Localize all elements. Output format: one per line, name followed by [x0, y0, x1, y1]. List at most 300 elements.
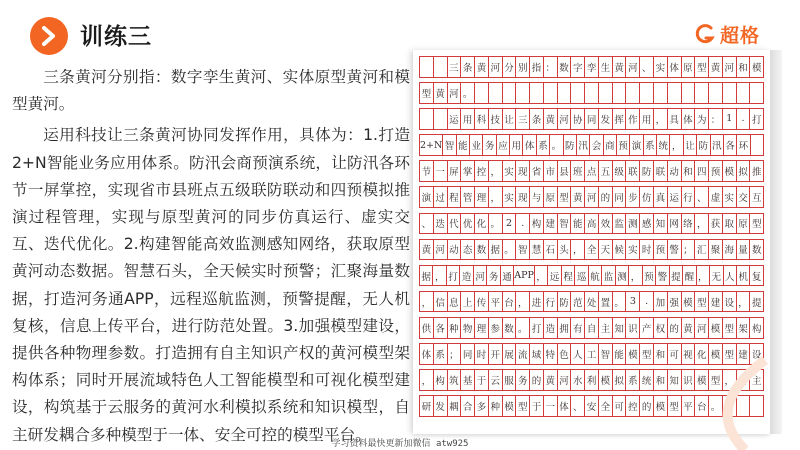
grid-row: [419, 291, 764, 313]
grid-cell: 实: [723, 187, 737, 207]
grid-cell: 候: [613, 240, 627, 260]
grid-cell: 型: [709, 370, 723, 390]
grid-cell: 时: [475, 344, 489, 364]
grid-cell: 原: [544, 187, 558, 207]
grid-cell: 、: [419, 214, 434, 234]
grid-cell: 发: [599, 109, 613, 129]
grid-cell: 人: [571, 344, 585, 364]
grid-row: [419, 265, 764, 287]
grid-cell: 造: [460, 266, 473, 286]
grid-cell: ，: [535, 266, 548, 286]
grid-cell: 型: [750, 214, 764, 234]
grid-cell: 务: [516, 370, 530, 390]
grid-cell: 交: [737, 187, 751, 207]
grid-cell: 范: [571, 292, 585, 312]
grid-cell: 市: [544, 161, 558, 181]
grid-cell: 动: [448, 240, 462, 260]
grid-row: [419, 160, 764, 182]
grid-cell: 体: [668, 57, 682, 77]
grid-cell: 黄: [419, 240, 434, 260]
grid-cell: ，: [571, 240, 585, 260]
grid-row: [419, 213, 764, 235]
grid-cell: 各: [434, 318, 448, 338]
grid-cell: 具: [668, 109, 682, 129]
grid-cell: [434, 109, 448, 129]
grid-cell: 同: [585, 109, 599, 129]
grid-cell: 警: [656, 266, 669, 286]
grid-cell: 系: [626, 370, 640, 390]
grid-cell: 河: [434, 240, 448, 260]
grid-cell: [571, 83, 585, 103]
grid-cell: 数: [558, 57, 572, 77]
grid-cell: [530, 83, 544, 103]
grid-cell: 应: [497, 135, 510, 155]
grid-row: [419, 56, 764, 78]
grid-cell: 模: [750, 57, 764, 77]
grid-cell: [682, 83, 696, 103]
grid-cell: 于: [530, 396, 544, 416]
grid-cell: 黄: [544, 109, 558, 129]
grid-cell: 业: [470, 135, 483, 155]
grid-cell: 发: [434, 396, 448, 416]
grid-cell: 模: [626, 344, 640, 364]
grid-cell: 型: [419, 83, 434, 103]
grid-cell: [737, 83, 751, 103]
grid-cell: 黄: [571, 187, 585, 207]
grid-cell: 提: [670, 266, 683, 286]
grid-cell: 网: [668, 214, 682, 234]
grid-cell: 种: [448, 318, 462, 338]
grid-cell: 实: [503, 187, 517, 207]
grid-cell: ：: [709, 109, 723, 129]
grid-cell: 拟: [737, 161, 751, 181]
grid-cell: 虚: [709, 187, 723, 207]
grid-cell: 获: [709, 214, 723, 234]
grid-cell: 识: [682, 370, 696, 390]
grid-cell: 智: [443, 135, 456, 155]
grid-cell: 高: [585, 214, 599, 234]
grid-cell: 机: [737, 266, 750, 286]
grid-cell: [558, 83, 572, 103]
grid-cell: 安: [585, 396, 599, 416]
paragraph-main: 运用科技让三条黄河协同发挥作用，具体为：1.打造2+N智能业务应用体系。防汛会商预演系统，让防汛各环节一屏掌控，实现省市县班点五级联防联动和四预模拟推演过程管理，实现与原型黄河的同步仿真运行、虚实交互、迭代优化。2.构建智能高效监测感知网络，获取原型黄河动态数据。智慧石头，全天候实时预警；汇聚海量数据，打造河务通APP，远程巡航监测，预警提醒，无人机复核，信息上传平台，进行防范处置。3.加强模型建设，提供各种物理参数。打造拥有自主知识产权的黄河模型架构体系；同时开展流域特色人工智能模型和可视化模型建设，构筑基于云服务的黄河水利模拟系统和知识模型，自主研发耦合多种模型于一体、安全可控的模型平台。: [12, 126, 410, 444]
grid-cell: ，: [697, 266, 710, 286]
grid-cell: ：: [544, 57, 558, 77]
grid-cell: 动: [668, 161, 682, 181]
grid-cell: 化: [695, 344, 709, 364]
grid-cell: 建: [737, 344, 751, 364]
grid-cell: 台: [503, 292, 517, 312]
grid-cell: [516, 83, 530, 103]
grid-cell: 有: [571, 318, 585, 338]
grid-cell: ；: [682, 240, 696, 260]
grid-cell: 省: [530, 161, 544, 181]
grid-cell: 头: [558, 240, 572, 260]
grid-cell: 控: [475, 161, 489, 181]
grid-cell: 理: [475, 318, 489, 338]
grid-cell: 防: [640, 161, 654, 181]
grid-cell: 迭: [434, 214, 448, 234]
grid-cell: 实: [626, 240, 640, 260]
grid-cell: 、: [695, 187, 709, 207]
grid-cell: ，: [654, 109, 668, 129]
grid-cell: 无: [710, 266, 723, 286]
grid-cell: 黄: [434, 83, 448, 103]
grid-cell: 传: [475, 292, 489, 312]
grid-cell: 的: [668, 318, 682, 338]
grid-cell: 孪: [585, 57, 599, 77]
grid-cell: 测: [616, 266, 629, 286]
grid-cell: [489, 83, 503, 103]
grid-cell: 和: [682, 161, 696, 181]
grid-cell: 息: [448, 292, 462, 312]
grid-cell: [640, 83, 654, 103]
grid-cell: 实: [503, 161, 517, 181]
grid-cell: 汇: [695, 240, 709, 260]
grid-cell: 2+N: [419, 135, 443, 155]
grid-cell: 型: [640, 344, 654, 364]
grid-cell: 。: [550, 135, 563, 155]
grid-cell: 云: [489, 370, 503, 390]
grid-cell: 黄: [682, 318, 696, 338]
grid-cell: 通: [501, 266, 514, 286]
grid-cell: 河: [723, 57, 737, 77]
grid-cell: [695, 83, 709, 103]
grid-cell: ，: [695, 214, 709, 234]
grid-cell: .: [640, 292, 654, 312]
grid-cell: 能: [571, 214, 585, 234]
grid-cell: 河: [448, 83, 462, 103]
grid-cell: 络: [682, 214, 696, 234]
grid-cell: 。: [709, 396, 723, 416]
grid-cell: 型: [723, 318, 737, 338]
grid-cell: 物: [461, 318, 475, 338]
page-title: 训练三: [80, 24, 152, 50]
grid-cell: 。: [516, 318, 530, 338]
grid-cell: 打: [447, 266, 460, 286]
grid-cell: 主: [750, 370, 764, 390]
grid-cell: 黄: [709, 57, 723, 77]
grid-cell: 产: [640, 318, 654, 338]
grid-cell: 巡: [575, 266, 588, 286]
grid-cell: 化: [475, 214, 489, 234]
grid-cell: 模: [682, 292, 696, 312]
grid-row: [419, 82, 764, 104]
grid-cell: [626, 83, 640, 103]
grid-cell: 聚: [709, 240, 723, 260]
grid-cell: 拥: [558, 318, 572, 338]
grid-cell: 推: [750, 161, 764, 181]
grid-cell: 的: [530, 370, 544, 390]
grid-cell: 权: [654, 318, 668, 338]
grid-cell: 和: [654, 370, 668, 390]
grid-cell: 监: [602, 266, 615, 286]
grid-cell: 行: [544, 292, 558, 312]
grid-cell: 环: [737, 135, 750, 155]
grid-cell: 汛: [711, 135, 724, 155]
grid-cell: 构: [750, 318, 764, 338]
grid-cell: 主: [599, 318, 613, 338]
grid-cell: 用: [640, 109, 654, 129]
grid-cell: 可: [613, 396, 627, 416]
grid-cell: 模: [709, 318, 723, 338]
grid-cell: 于: [475, 370, 489, 390]
grid-cell: 数: [475, 240, 489, 260]
grid-cell: 原: [737, 214, 751, 234]
grid-cell: 型: [516, 396, 530, 416]
grid-cell: 县: [558, 161, 572, 181]
grid-cell: 复: [750, 266, 763, 286]
grid-cell: 优: [461, 214, 475, 234]
grid-cell: 程: [448, 187, 462, 207]
grid-cell: 型: [695, 57, 709, 77]
grid-cell: 级: [613, 161, 627, 181]
grid-cell: 建: [544, 214, 558, 234]
grid-cell: 、: [571, 396, 585, 416]
grid-cell: ，: [629, 266, 642, 286]
grid-row: [419, 108, 764, 130]
grid-cell: 警: [668, 240, 682, 260]
grid-cell: 测: [626, 214, 640, 234]
grid-cell: 班: [571, 161, 585, 181]
grid-cell: 三: [448, 57, 462, 77]
grid-cell: 务: [483, 135, 496, 155]
grid-cell: 工: [585, 344, 599, 364]
grid-cell: [503, 83, 517, 103]
grid-cell: 的: [599, 187, 613, 207]
grid-cell: 让: [684, 135, 697, 155]
brand-name: 超格: [719, 24, 760, 47]
grid-cell: 真: [654, 187, 668, 207]
grid-cell: 技: [489, 109, 503, 129]
grid-cell: 预: [617, 135, 630, 155]
grid-cell: 数: [503, 318, 517, 338]
grid-cell: 效: [599, 214, 613, 234]
grid-cell: 全: [585, 240, 599, 260]
grid-cell: 合: [461, 396, 475, 416]
grid-cell: 多: [475, 396, 489, 416]
grid-cell: 体: [682, 109, 696, 129]
grid-cell: 远: [548, 266, 561, 286]
answer-text: [12, 64, 410, 449]
grid-cell: 监: [613, 214, 627, 234]
grid-cell: [751, 135, 764, 155]
grid-cell: 架: [737, 318, 751, 338]
grid-cell: 河: [626, 57, 640, 77]
grid-cell: .: [516, 214, 530, 234]
grid-cell: 型: [723, 344, 737, 364]
grid-cell: 型: [668, 396, 682, 416]
grid-cell: 体: [419, 344, 434, 364]
grid-cell: 时: [640, 240, 654, 260]
grid-cell: 指: [530, 57, 544, 77]
grid-cell: 展: [503, 344, 517, 364]
grid-cell: 感: [640, 214, 654, 234]
grid-cell: 五: [599, 161, 613, 181]
grid-cell: [544, 83, 558, 103]
grid-cell: 1: [723, 109, 737, 129]
grid-cell: 模: [709, 344, 723, 364]
grid-cell: 置: [599, 292, 613, 312]
brand-logo: [694, 22, 760, 46]
grid-cell: 据: [419, 266, 433, 286]
grid-cell: 开: [489, 344, 503, 364]
grid-cell: 理: [475, 187, 489, 207]
grid-cell: 打: [530, 318, 544, 338]
grid-cell: 为: [695, 109, 709, 129]
grid-cell: 四: [695, 161, 709, 181]
grid-cell: 利: [585, 370, 599, 390]
grid-cell: ，: [670, 135, 683, 155]
grid-cell: 服: [503, 370, 517, 390]
brand-logo-icon: [694, 23, 716, 45]
grid-cell: 量: [737, 240, 751, 260]
grid-cell: 型: [558, 187, 572, 207]
grid-cell: 基: [461, 370, 475, 390]
grid-cell: 各: [724, 135, 737, 155]
grid-cell: ，: [723, 370, 737, 390]
grid-cell: 现: [516, 187, 530, 207]
grid-cell: 特: [544, 344, 558, 364]
grid-cell: 人: [724, 266, 737, 286]
grid-cell: 用: [461, 109, 475, 129]
grid-cell: ，: [489, 187, 503, 207]
grid-cell: [654, 83, 668, 103]
grid-cell: 系: [434, 344, 448, 364]
grid-cell: 研: [419, 396, 434, 416]
grid-cell: 系: [644, 135, 657, 155]
grid-cell: 。: [613, 292, 627, 312]
grid-cell: 水: [571, 370, 585, 390]
grid-cell: 联: [654, 161, 668, 181]
paragraph-intro: 三条黄河分别指：数字孪生黄河、实体原型黄河和模型黄河。: [12, 68, 410, 114]
grid-cell: 信: [434, 292, 448, 312]
grid-cell: ，: [516, 292, 530, 312]
grid-cell: 防: [697, 135, 710, 155]
grid-cell: 原: [682, 57, 696, 77]
grid-cell: 流: [516, 344, 530, 364]
grid-cell: 的: [640, 396, 654, 416]
grid-cell: 运: [448, 109, 462, 129]
grid-cell: 模: [695, 370, 709, 390]
grid-cell: 设: [723, 292, 737, 312]
grid-cell: 慧: [530, 240, 544, 260]
grid-cell: 构: [434, 370, 448, 390]
chevron-right-icon: [30, 17, 68, 55]
grid-cell: 航: [589, 266, 602, 286]
grid-cell: 预: [643, 266, 656, 286]
grid-cell: 上: [461, 292, 475, 312]
grid-cell: 石: [544, 240, 558, 260]
grid-cell: 河: [558, 370, 572, 390]
grid-cell: 别: [516, 57, 530, 77]
grid-cell: 打: [750, 109, 764, 129]
grid-cell: 程: [562, 266, 575, 286]
grid-cell: 一: [544, 396, 558, 416]
grid-cell: 据: [489, 240, 503, 260]
grid-cell: 平: [489, 292, 503, 312]
grid-cell: [750, 83, 764, 103]
grid-cell: 筑: [448, 370, 462, 390]
grid-cell: ，: [419, 292, 434, 312]
grid-cell: 和: [654, 344, 668, 364]
grid-cell: 模: [654, 396, 668, 416]
grid-cell: 商: [604, 135, 617, 155]
grid-cell: 体: [558, 396, 572, 416]
grid-cell: 2: [503, 214, 517, 234]
grid-cell: 知: [654, 214, 668, 234]
grid-cell: 分: [503, 57, 517, 77]
grid-cell: 。: [489, 214, 503, 234]
grid-cell: [709, 83, 723, 103]
grid-cell: 视: [682, 344, 696, 364]
grid-cell: 防: [558, 292, 572, 312]
grid-cell: 域: [530, 344, 544, 364]
grid-cell: 提: [750, 292, 764, 312]
grid-cell: 河: [695, 318, 709, 338]
grid-cell: [723, 83, 737, 103]
grid-cell: 和: [737, 57, 751, 77]
grid-cell: 强: [668, 292, 682, 312]
grid-cell: APP: [514, 266, 535, 286]
grid-cell: 。: [461, 83, 475, 103]
grid-cell: 河: [489, 57, 503, 77]
grid-cell: [613, 83, 627, 103]
grid-cell: 3: [626, 292, 640, 312]
grid-cell: 台: [695, 396, 709, 416]
grid-cell: 黄: [544, 370, 558, 390]
grid-cell: 会: [590, 135, 603, 155]
grid-cell: 点: [585, 161, 599, 181]
grid-cell: 造: [544, 318, 558, 338]
grid-cell: 条: [461, 57, 475, 77]
grid-cell: 让: [503, 109, 517, 129]
grid-cell: 仿: [640, 187, 654, 207]
grid-cell: 字: [571, 57, 585, 77]
grid-cell: 拟: [613, 370, 627, 390]
grid-row: [419, 239, 764, 261]
watermark-text: 学习资料最快更新加微信 atw925: [331, 439, 469, 449]
grid-cell: 黄: [613, 57, 627, 77]
grid-cell: 汛: [577, 135, 590, 155]
grid-cell: 、: [640, 57, 654, 77]
grid-cell: 统: [657, 135, 670, 155]
grid-cell: 智: [558, 214, 572, 234]
grid-cell: 条: [530, 109, 544, 129]
grid-cell: 参: [489, 318, 503, 338]
grid-cell: 预: [654, 240, 668, 260]
grid-cell: 智: [516, 240, 530, 260]
grid-cell: 预: [709, 161, 723, 181]
grid-cell: 平: [682, 396, 696, 416]
grid-cell: 河: [474, 266, 487, 286]
grid-cell: 控: [626, 396, 640, 416]
grid-cell: 河: [558, 109, 572, 129]
grid-cell: 运: [668, 187, 682, 207]
grid-cell: 模: [503, 396, 517, 416]
grid-cell: 管: [461, 187, 475, 207]
grid-cell: 步: [626, 187, 640, 207]
grid-cell: 知: [668, 370, 682, 390]
grid-cell: ，: [489, 161, 503, 181]
grid-cell: 种: [489, 396, 503, 416]
grid-cell: 挥: [613, 109, 627, 129]
grid-cell: [599, 83, 613, 103]
grid-cell: 取: [723, 214, 737, 234]
grid-cell: 同: [461, 344, 475, 364]
grid-cell: ，: [419, 370, 434, 390]
grid-cell: 态: [461, 240, 475, 260]
